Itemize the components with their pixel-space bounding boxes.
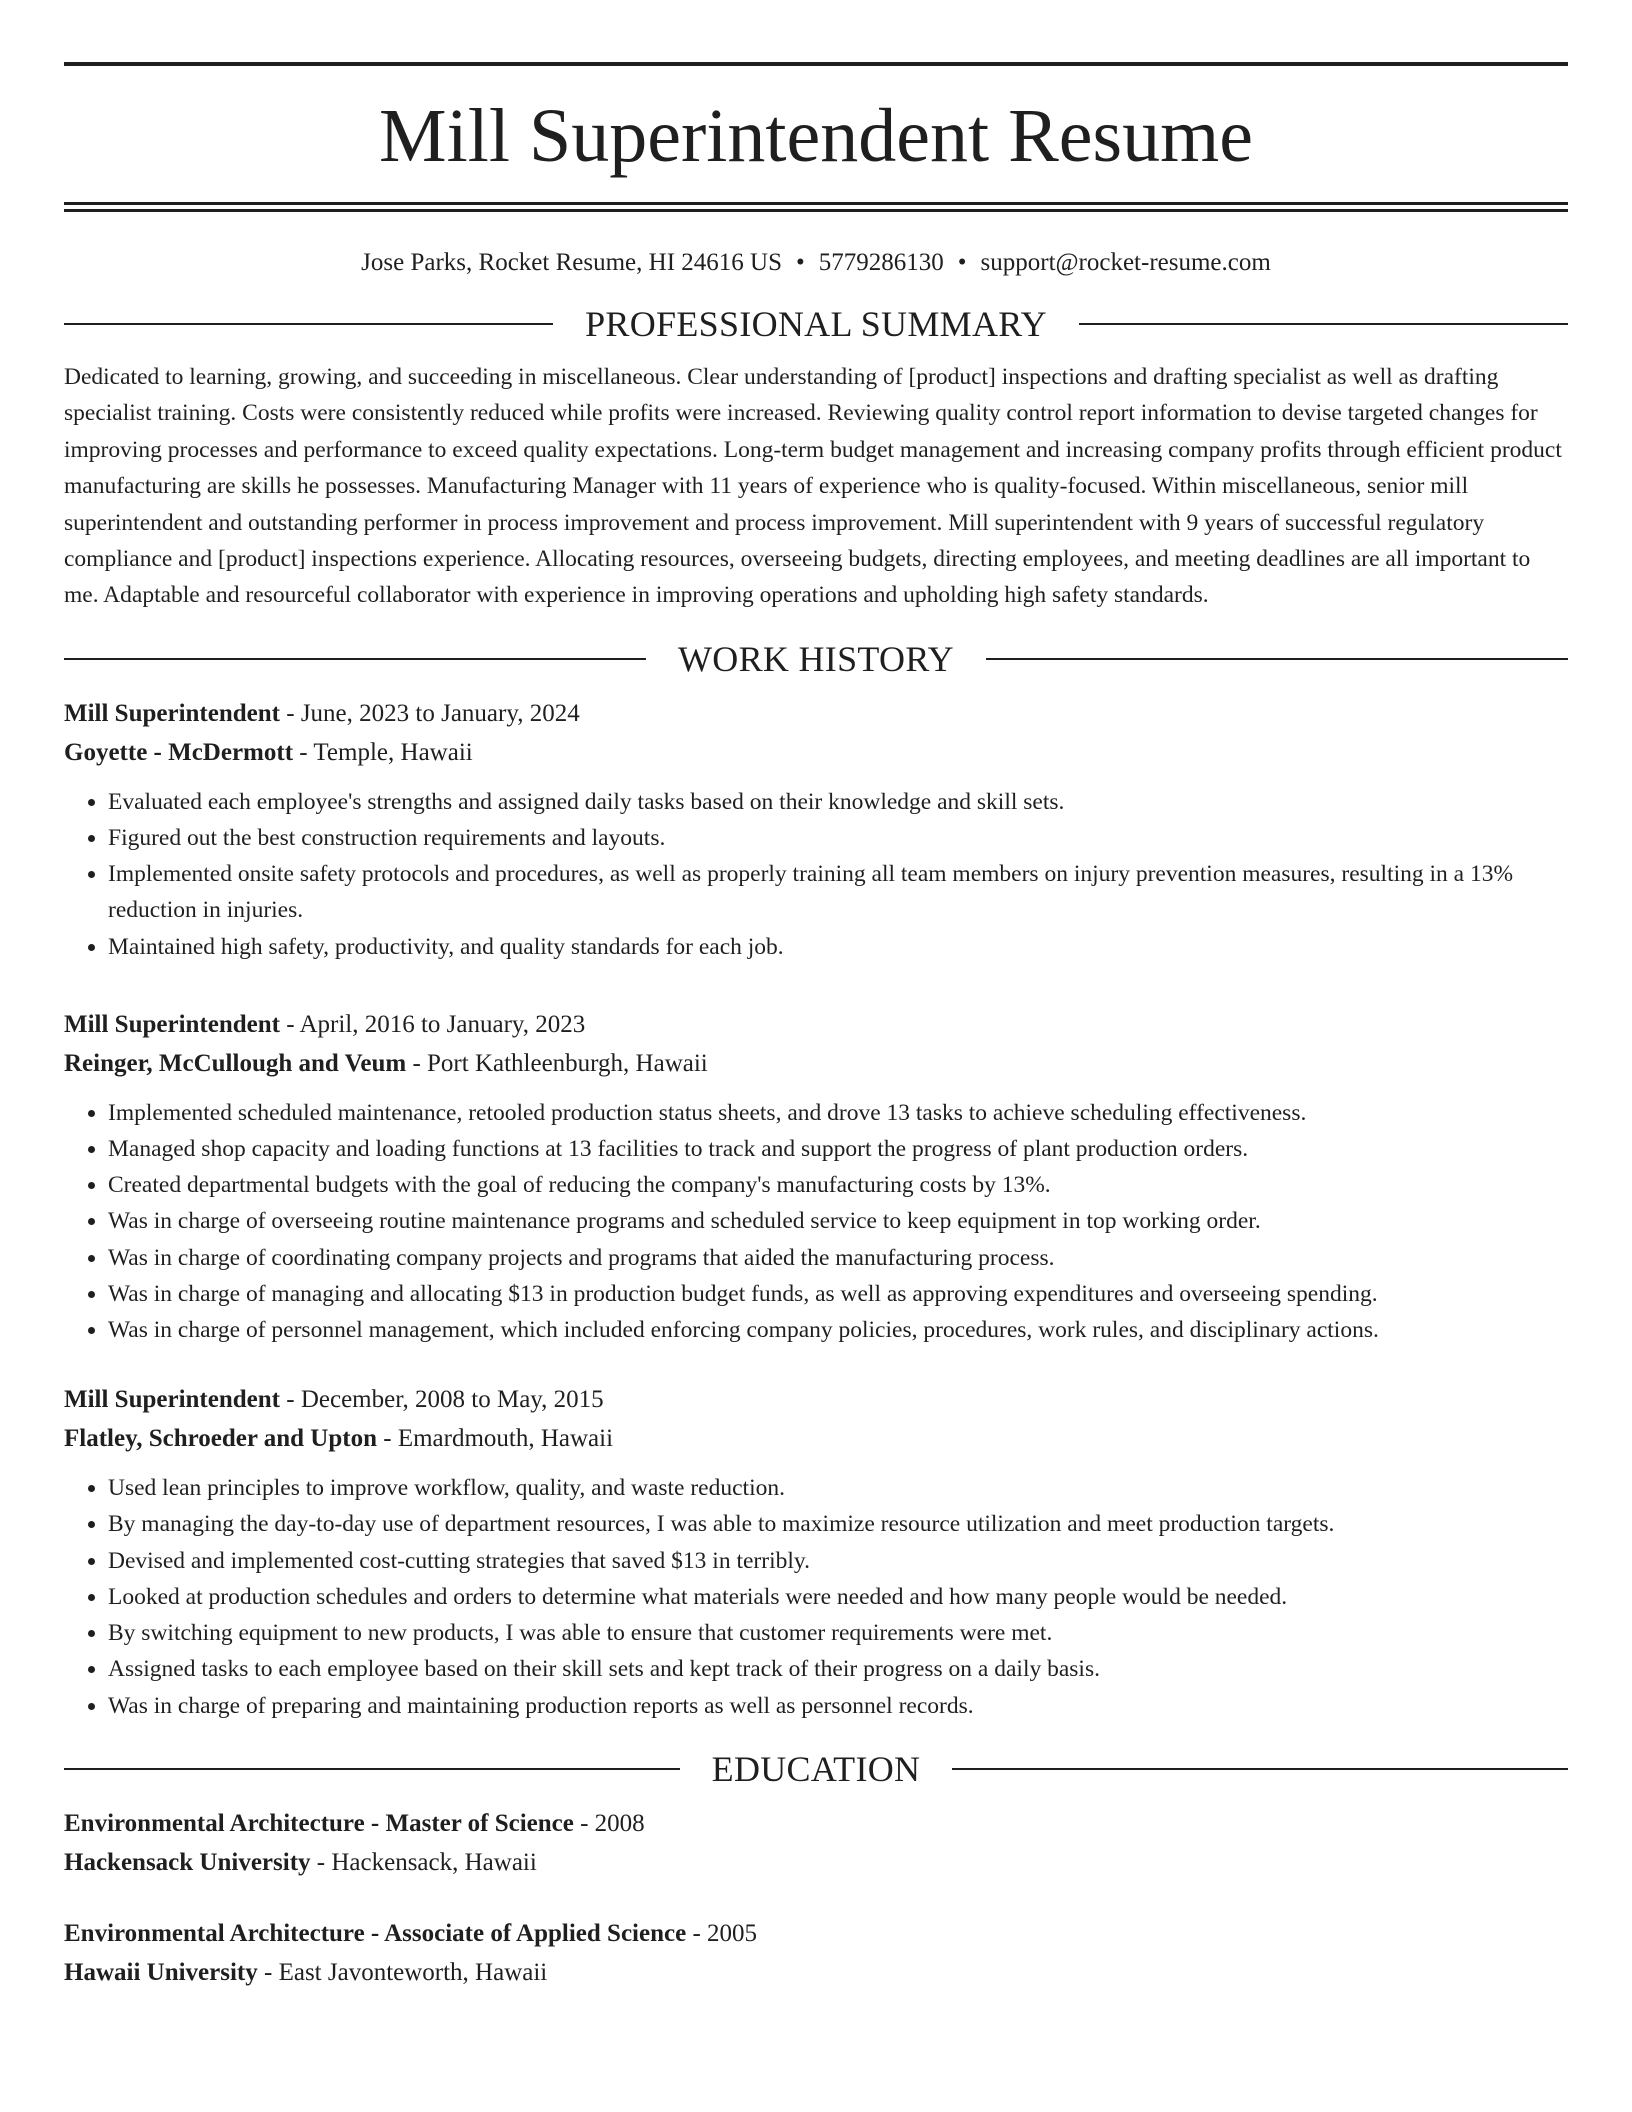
education-year: - 2008 — [573, 1809, 645, 1837]
education-school-line — [64, 1953, 1568, 1992]
heading-rule-right — [1079, 323, 1568, 325]
education-entry — [64, 1804, 1568, 1882]
job-bullet: • Managed shop capacity and loading functions at 13 facilities to track and support the progress of plant production orders. — [108, 1131, 1568, 1167]
contact-phone: 5779286130 — [818, 249, 944, 276]
education-school: Hawaii University — [64, 1958, 258, 1986]
contact-separator: • — [795, 249, 805, 276]
work-history-list — [64, 694, 1568, 1724]
job-bullet: • By managing the day-to-day use of department resources, I was able to maximize resource utilization and meet production targets. — [108, 1506, 1568, 1542]
section-heading-summary — [64, 303, 1568, 345]
job-bullet: • Used lean principles to improve workflow, quality, and waste reduction. — [108, 1470, 1568, 1506]
job-title: Mill Superintendent — [64, 1010, 280, 1038]
education-degree: Environmental Architecture - Master of Science — [64, 1809, 574, 1837]
job-title-line — [64, 1005, 1568, 1044]
education-school-line — [64, 1843, 1568, 1882]
job-bullet: • Evaluated each employee's strengths and assigned daily tasks based on their knowledge and skill sets. — [108, 784, 1568, 820]
resume-page — [64, 0, 1568, 1992]
section-title: WORK HISTORY — [678, 638, 954, 679]
job-bullet: • Maintained high safety, productivity, and quality standards for each job. — [108, 929, 1568, 965]
job-bullets — [64, 784, 1568, 965]
job-title: Mill Superintendent — [64, 699, 280, 727]
job-title-line — [64, 1380, 1568, 1419]
education-location: - East Javonteworth, Hawaii — [257, 1958, 548, 1986]
job-bullet: • Was in charge of managing and allocating $13 in production budget funds, as well as approving expenditures and overseeing spending. — [108, 1276, 1568, 1312]
job-bullet: • Was in charge of coordinating company projects and programs that aided the manufacturing process. — [108, 1240, 1568, 1276]
education-entry — [64, 1914, 1568, 1992]
education-degree: Environmental Architecture - Associate of Applied Science — [64, 1919, 687, 1947]
contact-line — [64, 249, 1568, 277]
job-bullet: • Created departmental budgets with the goal of reducing the company's manufacturing costs by 13%. — [108, 1167, 1568, 1203]
job-company-line — [64, 1419, 1568, 1458]
job-location: - Port Kathleenburgh, Hawaii — [406, 1049, 708, 1077]
contact-separator: • — [957, 249, 967, 276]
heading-rule-left — [64, 658, 646, 660]
education-location: - Hackensack, Hawaii — [310, 1848, 537, 1876]
job-bullet: • Was in charge of overseeing routine maintenance programs and scheduled service to keep equipment in top working order. — [108, 1203, 1568, 1239]
heading-rule-right — [952, 1768, 1568, 1770]
job-bullet: • Was in charge of preparing and maintaining production reports as well as personnel records. — [108, 1688, 1568, 1724]
job-entry — [64, 1380, 1568, 1723]
job-entry — [64, 1005, 1568, 1348]
education-degree-line — [64, 1914, 1568, 1953]
job-bullet: • Implemented scheduled maintenance, retooled production status sheets, and drove 13 tasks to achieve scheduling effectiveness. — [108, 1095, 1568, 1131]
job-company-line — [64, 733, 1568, 772]
job-company: Goyette - McDermott — [64, 738, 294, 766]
section-heading-education — [64, 1748, 1568, 1790]
job-bullets — [64, 1470, 1568, 1723]
heading-rule-right — [986, 658, 1568, 660]
job-entry — [64, 694, 1568, 965]
job-location: - Emardmouth, Hawaii — [377, 1425, 614, 1453]
education-school: Hackensack University — [64, 1848, 311, 1876]
job-dates: - December, 2008 to May, 2015 — [280, 1386, 604, 1414]
title-double-rule — [64, 202, 1568, 212]
job-title-line — [64, 694, 1568, 733]
job-company: Reinger, McCullough and Veum — [64, 1049, 407, 1077]
page-title: Mill Superintendent Resume — [379, 94, 1253, 178]
job-bullet: • Implemented onsite safety protocols and procedures, as well as properly training all team members on injury prevention measures, resulting in a 13% reduction in injuries. — [108, 856, 1568, 928]
job-bullet: • Was in charge of personnel management, which included enforcing company policies, procedures, work rules, and disciplinary actions. — [108, 1312, 1568, 1348]
summary-text: Dedicated to learning, growing, and succeeding in miscellaneous. Clear understanding of [product] inspections and drafting specialist as well as drafting specialist training. Costs were consistently reduced while profits were increased. Reviewing quality control report information to devise targeted changes for improving processes and performance to exceed quality expectations. Long-term budget management and increasing company profits through efficient product manufacturing are skills he possesses. Manufacturing Manager with 11 years of experience who is quality-focused. Within miscellaneous, senior mill superintendent and outstanding performer in process improvement and process improvement. Mill superintendent with 9 years of successful regulatory compliance and [product] inspections experience. Allocating resources, overseeing budgets, directing employees, and meeting deadlines are all important to me. Adaptable and resourceful collaborator with experience in improving operations and upholding high safety standards. — [64, 364, 1562, 609]
job-dates: - April, 2016 to January, 2023 — [280, 1010, 586, 1038]
top-rule — [64, 62, 1568, 66]
job-dates: - June, 2023 to January, 2024 — [280, 699, 580, 727]
job-bullets — [64, 1095, 1568, 1348]
job-bullet: • By switching equipment to new products, I was able to ensure that customer requirements were met. — [108, 1615, 1568, 1651]
education-list — [64, 1804, 1568, 1992]
education-degree-line — [64, 1804, 1568, 1843]
job-company: Flatley, Schroeder and Upton — [64, 1425, 377, 1453]
job-title: Mill Superintendent — [64, 1386, 280, 1414]
section-title: PROFESSIONAL SUMMARY — [585, 304, 1047, 344]
job-bullet: • Figured out the best construction requirements and layouts. — [108, 820, 1568, 856]
contact-email: support@rocket-resume.com — [980, 249, 1271, 276]
heading-rule-left — [64, 323, 553, 325]
heading-rule-left — [64, 1768, 680, 1770]
job-location: - Temple, Hawaii — [293, 738, 473, 766]
job-bullet: • Looked at production schedules and orders to determine what materials were needed and how many people would be needed. — [108, 1579, 1568, 1615]
job-company-line — [64, 1044, 1568, 1083]
contact-address: Jose Parks, Rocket Resume, HI 24616 US — [361, 249, 782, 276]
job-bullet: • Devised and implemented cost-cutting strategies that saved $13 in terribly. — [108, 1543, 1568, 1579]
job-bullet: • Assigned tasks to each employee based on their skill sets and kept track of their progress on a daily basis. — [108, 1651, 1568, 1687]
section-title: EDUCATION — [711, 1748, 921, 1789]
section-heading-work-history — [64, 638, 1568, 680]
education-year: - 2005 — [686, 1919, 758, 1947]
